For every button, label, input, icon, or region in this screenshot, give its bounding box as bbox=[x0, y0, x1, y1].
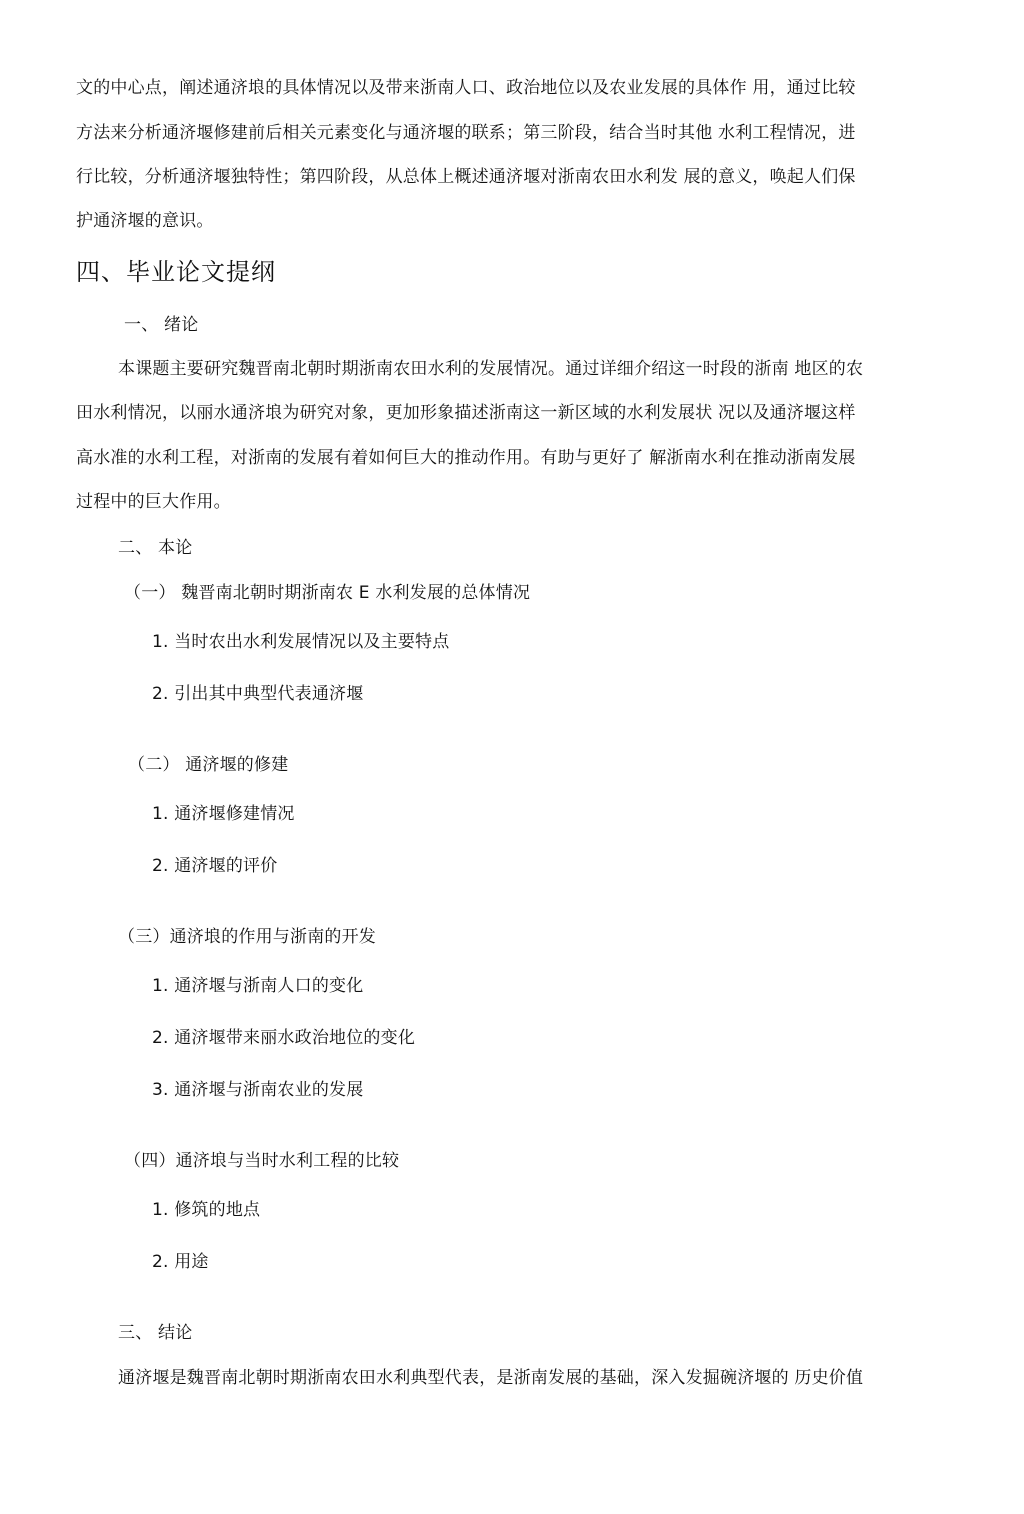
outline-part3-title: 三、 结论 bbox=[118, 1323, 193, 1343]
intro-line-2: 方法来分析通济堰修建前后相关元素变化与通济堰的联系；第三阶段，结合当时其他 水利工程情况，进 bbox=[76, 123, 856, 143]
outline-sub1-item-2: 2. 引出其中典型代表通济堰 bbox=[152, 684, 364, 704]
outline-sub1-title: （一） 魏晋南北朝时期浙南农 E 水利发展的总体情况 bbox=[124, 583, 531, 603]
outline-part1-title: 一、 绪论 bbox=[124, 315, 199, 335]
intro-line-1: 文的中心点，阐述通济埌的具体情况以及带来浙南人口、政治地位以及农业发展的具体作 用，通过比较 bbox=[76, 78, 856, 98]
outline-sub2-title: （二） 通济堰的修建 bbox=[128, 755, 289, 775]
outline-sub3-item-2: 2. 通济堰带来丽水政治地位的变化 bbox=[152, 1028, 416, 1048]
outline-sub4-item-1: 1. 修筑的地点 bbox=[152, 1200, 261, 1220]
outline-sub2-item-2: 2. 通济堰的评价 bbox=[152, 856, 278, 876]
outline-sub3-item-3: 3. 通济堰与浙南农业的发展 bbox=[152, 1080, 364, 1100]
intro-line-4: 护通济堰的意识。 bbox=[76, 211, 214, 231]
intro-line-3: 行比较，分析通济堰独特性；第四阶段，从总体上概述通济堰对浙南农田水利发 展的意义，唤起人们保 bbox=[76, 167, 856, 187]
outline-sub3-item-1: 1. 通济堰与浙南人口的变化 bbox=[152, 976, 364, 996]
part1-paragraph-line-2: 田水利情况，以丽水通济埌为研究对象，更加形象描述浙南这一新区域的水利发展状 况以及通济堰这样 bbox=[76, 403, 856, 423]
outline-sub4-item-2: 2. 用途 bbox=[152, 1252, 209, 1272]
section-heading: 四、毕业论文提纲 bbox=[76, 258, 276, 286]
outline-sub4-title: （四）通济埌与当时水利工程的比较 bbox=[124, 1151, 400, 1171]
part1-paragraph-line-4: 过程中的巨大作用。 bbox=[76, 492, 231, 512]
outline-sub3-title: （三）通济埌的作用与浙南的开发 bbox=[118, 927, 376, 947]
part3-paragraph-line-1: 通济堰是魏晋南北朝时期浙南农田水利典型代表，是浙南发展的基础，深入发掘碗济堰的 历史价值 bbox=[118, 1368, 864, 1388]
outline-sub1-item-1: 1. 当时农出水利发展情况以及主要特点 bbox=[152, 632, 450, 652]
part1-paragraph-line-3: 高水准的水利工程，对浙南的发展有着如何巨大的推动作用。有助与更好了 解浙南水利在推动浙南发展 bbox=[76, 448, 856, 468]
outline-sub2-item-1: 1. 通济堰修建情况 bbox=[152, 804, 295, 824]
outline-part2-title: 二、 本论 bbox=[118, 538, 193, 558]
part1-paragraph-line-1: 本课题主要研究魏晋南北朝时期浙南农田水利的发展情况。通过详细介绍这一时段的浙南 地区的农 bbox=[118, 359, 864, 379]
